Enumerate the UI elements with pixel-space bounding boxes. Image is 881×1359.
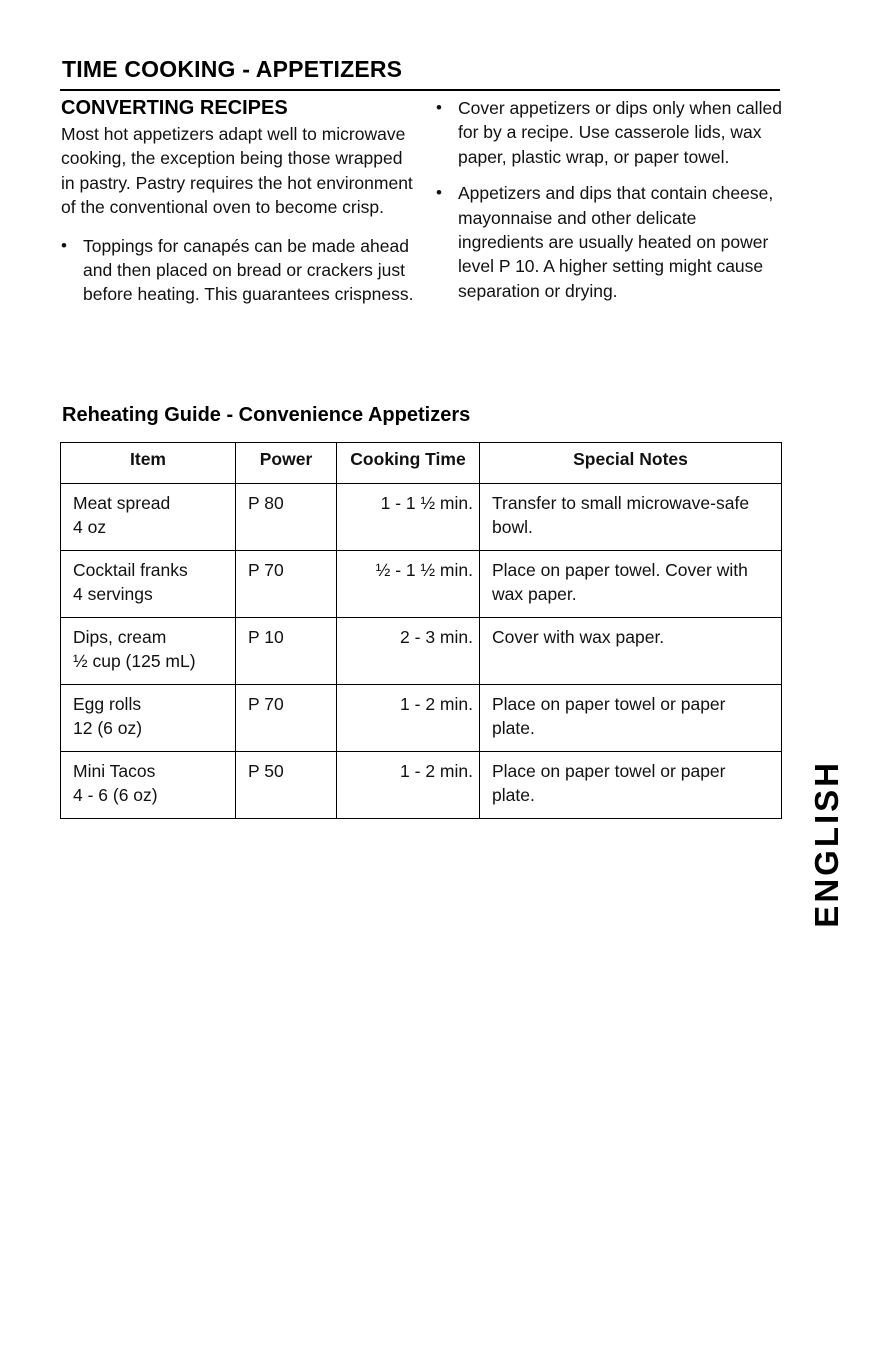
list-item [61, 234, 416, 307]
item-quantity: 4 - 6 (6 oz) [73, 785, 158, 805]
item-quantity: 4 servings [73, 584, 153, 604]
language-side-tab [806, 760, 848, 960]
table-row [61, 752, 782, 819]
cell-power: P 70 [236, 551, 337, 618]
converting-intro: Most hot appetizers adapt well to microwave cooking, the exception being those wrapped in pastry. Pastry requires the hot environment of the conventional oven to become crisp. [61, 124, 413, 218]
cell-power: P 10 [236, 618, 337, 685]
item-name: Egg rolls [73, 694, 142, 714]
cell-cooking-time: ½ - 1 ½ min. [337, 551, 480, 618]
reheating-guide-heading: Reheating Guide - Convenience Appetizers [62, 404, 471, 426]
item-name: Dips, cream [73, 627, 167, 647]
reheating-guide-table [60, 442, 782, 819]
converting-left-column [61, 96, 416, 307]
cell-power: P 70 [236, 685, 337, 752]
cell-cooking-time: 1 - 2 min. [337, 685, 480, 752]
item-quantity: 12 (6 oz) [73, 718, 143, 738]
column-header-cooking-time: Cooking Time [337, 443, 480, 484]
item-name: Meat spread [73, 493, 171, 513]
bullet-icon: • [436, 183, 442, 203]
language-tab-label: ENGLISH [808, 760, 845, 928]
column-header-item: Item [61, 443, 236, 484]
cell-special-notes: Cover with wax paper. [480, 618, 782, 685]
item-name: Mini Tacos [73, 761, 156, 781]
bullet-icon: • [436, 98, 442, 117]
cell-special-notes: Place on paper towel or paper plate. [480, 685, 782, 752]
bullet-icon: • [61, 235, 67, 255]
cell-special-notes: Place on paper towel. Cover with wax paper. [480, 551, 782, 618]
list-item [436, 96, 786, 169]
cell-power: P 50 [236, 752, 337, 819]
title-divider [60, 89, 780, 91]
cell-cooking-time: 2 - 3 min. [337, 618, 480, 685]
bullet-text: Cover appetizers or dips only when called for by a recipe. Use casserole lids, wax paper, plastic wrap, or paper towel. [458, 98, 782, 167]
list-item [436, 181, 786, 303]
bullet-text: Toppings for canapés can be made ahead and then placed on bread or crackers just before heating. This guarantees crispness. [83, 235, 414, 305]
left-bullet-list [61, 234, 416, 307]
cell-cooking-time: 1 - 2 min. [337, 752, 480, 819]
cell-item [61, 484, 236, 551]
item-quantity: 4 oz [73, 517, 107, 537]
right-bullet-list [436, 96, 786, 303]
converting-heading: CONVERTING RECIPES [61, 97, 288, 119]
converting-right-column [436, 96, 786, 303]
cell-item [61, 618, 236, 685]
cell-item [61, 752, 236, 819]
cell-power: P 80 [236, 484, 337, 551]
column-header-power: Power [236, 443, 337, 484]
table-row [61, 618, 782, 685]
cell-cooking-time: 1 - 1 ½ min. [337, 484, 480, 551]
bullet-text: Appetizers and dips that contain cheese, mayonnaise and other delicate ingredients are usually heated on power level P 10. A higher setting might cause separation or drying. [458, 183, 774, 301]
item-name: Cocktail franks [73, 560, 188, 580]
cell-special-notes: Place on paper towel or paper plate. [480, 752, 782, 819]
table-header-row [61, 443, 782, 484]
table-row [61, 484, 782, 551]
column-header-special-notes: Special Notes [480, 443, 782, 484]
cell-item [61, 551, 236, 618]
item-quantity: ½ cup (125 mL) [73, 651, 196, 671]
table-row [61, 551, 782, 618]
cell-special-notes: Transfer to small microwave-safe bowl. [480, 484, 782, 551]
cell-item [61, 685, 236, 752]
table-row [61, 685, 782, 752]
page-title: TIME COOKING - APPETIZERS [62, 56, 403, 82]
